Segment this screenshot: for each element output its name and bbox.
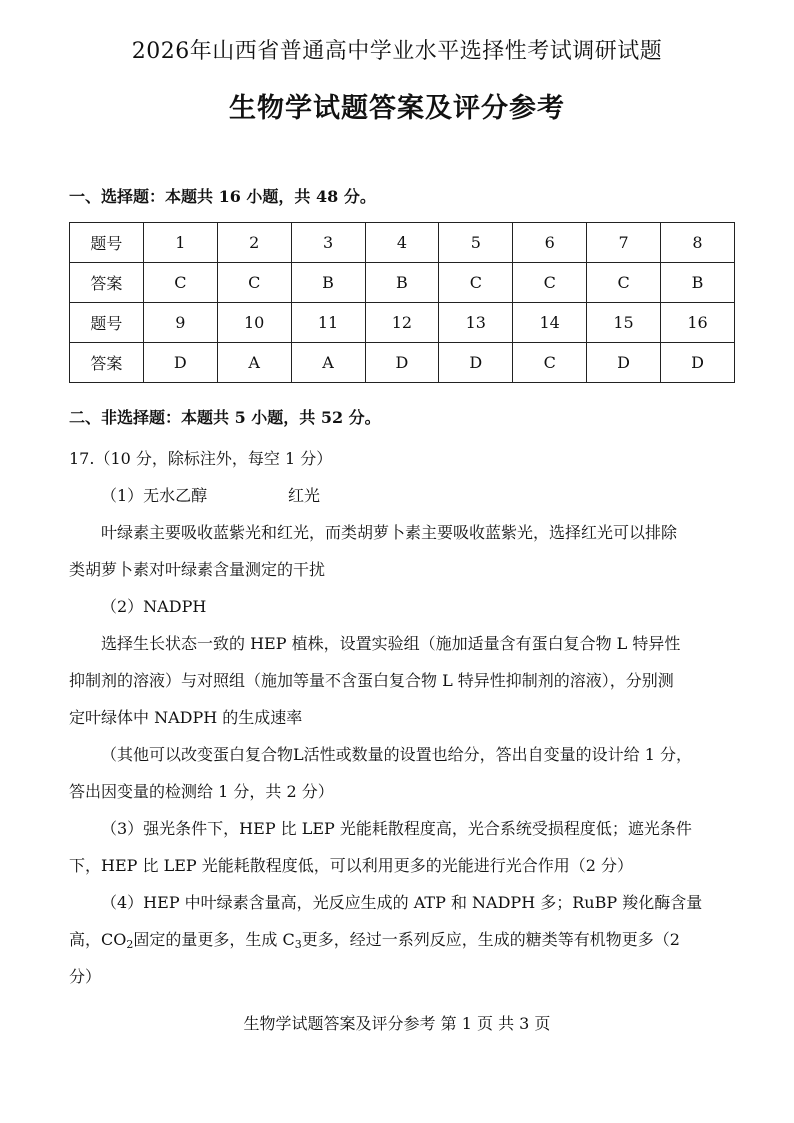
table-row bbox=[70, 263, 735, 303]
answer-cell: C bbox=[513, 343, 587, 383]
subscript: 2 bbox=[126, 938, 134, 951]
answer-cell: C bbox=[217, 263, 291, 303]
question-number: 10 bbox=[217, 303, 291, 343]
answer-cell: D bbox=[143, 343, 217, 383]
question-number: 8 bbox=[661, 223, 735, 263]
section1-heading: 一、选择题：本题共 16 小题，共 48 分。 bbox=[69, 187, 376, 206]
explanation-line: 定叶绿体中 NADPH 的生成速率 bbox=[69, 708, 303, 727]
question-number: 12 bbox=[365, 303, 439, 343]
exam-title: 2026年山西省普通高中学业水平选择性考试调研试题 bbox=[131, 39, 663, 64]
scoring-note-line: （其他可以改变蛋白复合物L活性或数量的设置也给分，答出自变量的设计给 1 分， bbox=[101, 745, 692, 764]
answer-17-3-line: 下，HEP 比 LEP 光能耗散程度低，可以利用更多的光能进行光合作用（2 分） bbox=[69, 856, 633, 875]
answer-cell: C bbox=[143, 263, 217, 303]
answer-cell: B bbox=[291, 263, 365, 303]
answer-17-3-line: （3）强光条件下，HEP 比 LEP 光能耗散程度高，光合系统受损程度低；遮光条件 bbox=[101, 819, 692, 838]
page-footer: 生物学试题答案及评分参考 第 1 页 共 3 页 bbox=[243, 1014, 551, 1033]
row-label-answer: 答案 bbox=[70, 263, 144, 303]
answer-cell: A bbox=[291, 343, 365, 383]
question-number: 4 bbox=[365, 223, 439, 263]
answer-17-1-light: 红光 bbox=[288, 486, 321, 505]
question-number: 11 bbox=[291, 303, 365, 343]
answer-cell: A bbox=[217, 343, 291, 383]
answer-17-2: （2）NADPH bbox=[101, 597, 207, 616]
answer-cell: C bbox=[513, 263, 587, 303]
answer-cell: D bbox=[661, 343, 735, 383]
question-number: 14 bbox=[513, 303, 587, 343]
explanation-line: 抑制剂的溶液）与对照组（施加等量不含蛋白复合物 L 特异性抑制剂的溶液），分别测 bbox=[69, 671, 674, 690]
explanation-line: 叶绿素主要吸收蓝紫光和红光，而类胡萝卜素主要吸收蓝紫光，选择红光可以排除 bbox=[101, 523, 678, 542]
answer-cell: B bbox=[661, 263, 735, 303]
answer-cell: D bbox=[587, 343, 661, 383]
question-number: 2 bbox=[217, 223, 291, 263]
row-label-question: 题号 bbox=[70, 303, 144, 343]
question-number: 3 bbox=[291, 223, 365, 263]
row-label-answer: 答案 bbox=[70, 343, 144, 383]
answer-cell: C bbox=[587, 263, 661, 303]
answer-17-4-line: （4）HEP 中叶绿素含量高，光反应生成的 ATP 和 NADPH 多；RuBP 羧化酶含量 bbox=[101, 893, 703, 912]
answer-17-4-line: 分） bbox=[69, 967, 102, 986]
table-row bbox=[70, 343, 735, 383]
answer-cell: D bbox=[365, 343, 439, 383]
answer-cell: D bbox=[439, 343, 513, 383]
subscript: 3 bbox=[294, 938, 302, 951]
answer-key-title: 生物学试题答案及评分参考 bbox=[229, 93, 565, 124]
explanation-line: 选择生长状态一致的 HEP 植株，设置实验组（施加适量含有蛋白复合物 L 特异性 bbox=[101, 634, 681, 653]
question-number: 13 bbox=[439, 303, 513, 343]
question-number: 7 bbox=[587, 223, 661, 263]
question-17-heading: 17.（10 分，除标注外，每空 1 分） bbox=[69, 449, 333, 468]
table-row bbox=[70, 223, 735, 263]
table-row bbox=[70, 303, 735, 343]
question-number: 15 bbox=[587, 303, 661, 343]
question-number: 6 bbox=[513, 223, 587, 263]
text-span: 高，CO bbox=[69, 930, 127, 949]
question-number: 5 bbox=[439, 223, 513, 263]
answer-table bbox=[69, 222, 735, 383]
question-number: 16 bbox=[661, 303, 735, 343]
answer-cell: C bbox=[439, 263, 513, 303]
explanation-line: 类胡萝卜素对叶绿素含量测定的干扰 bbox=[69, 560, 326, 579]
question-number: 9 bbox=[143, 303, 217, 343]
answer-17-1-reagent: （1）无水乙醇 bbox=[101, 486, 208, 505]
answer-17-4-line bbox=[69, 921, 680, 963]
row-label-question: 题号 bbox=[70, 223, 144, 263]
section2-heading: 二、非选择题：本题共 5 小题，共 52 分。 bbox=[69, 408, 381, 427]
text-span: 更多，经过一系列反应，生成的糖类等有机物更多（2 bbox=[301, 930, 680, 949]
text-span: 固定的量更多，生成 C bbox=[133, 930, 295, 949]
answer-cell: B bbox=[365, 263, 439, 303]
question-number: 1 bbox=[143, 223, 217, 263]
scoring-note-line: 答出因变量的检测给 1 分，共 2 分） bbox=[69, 782, 334, 801]
